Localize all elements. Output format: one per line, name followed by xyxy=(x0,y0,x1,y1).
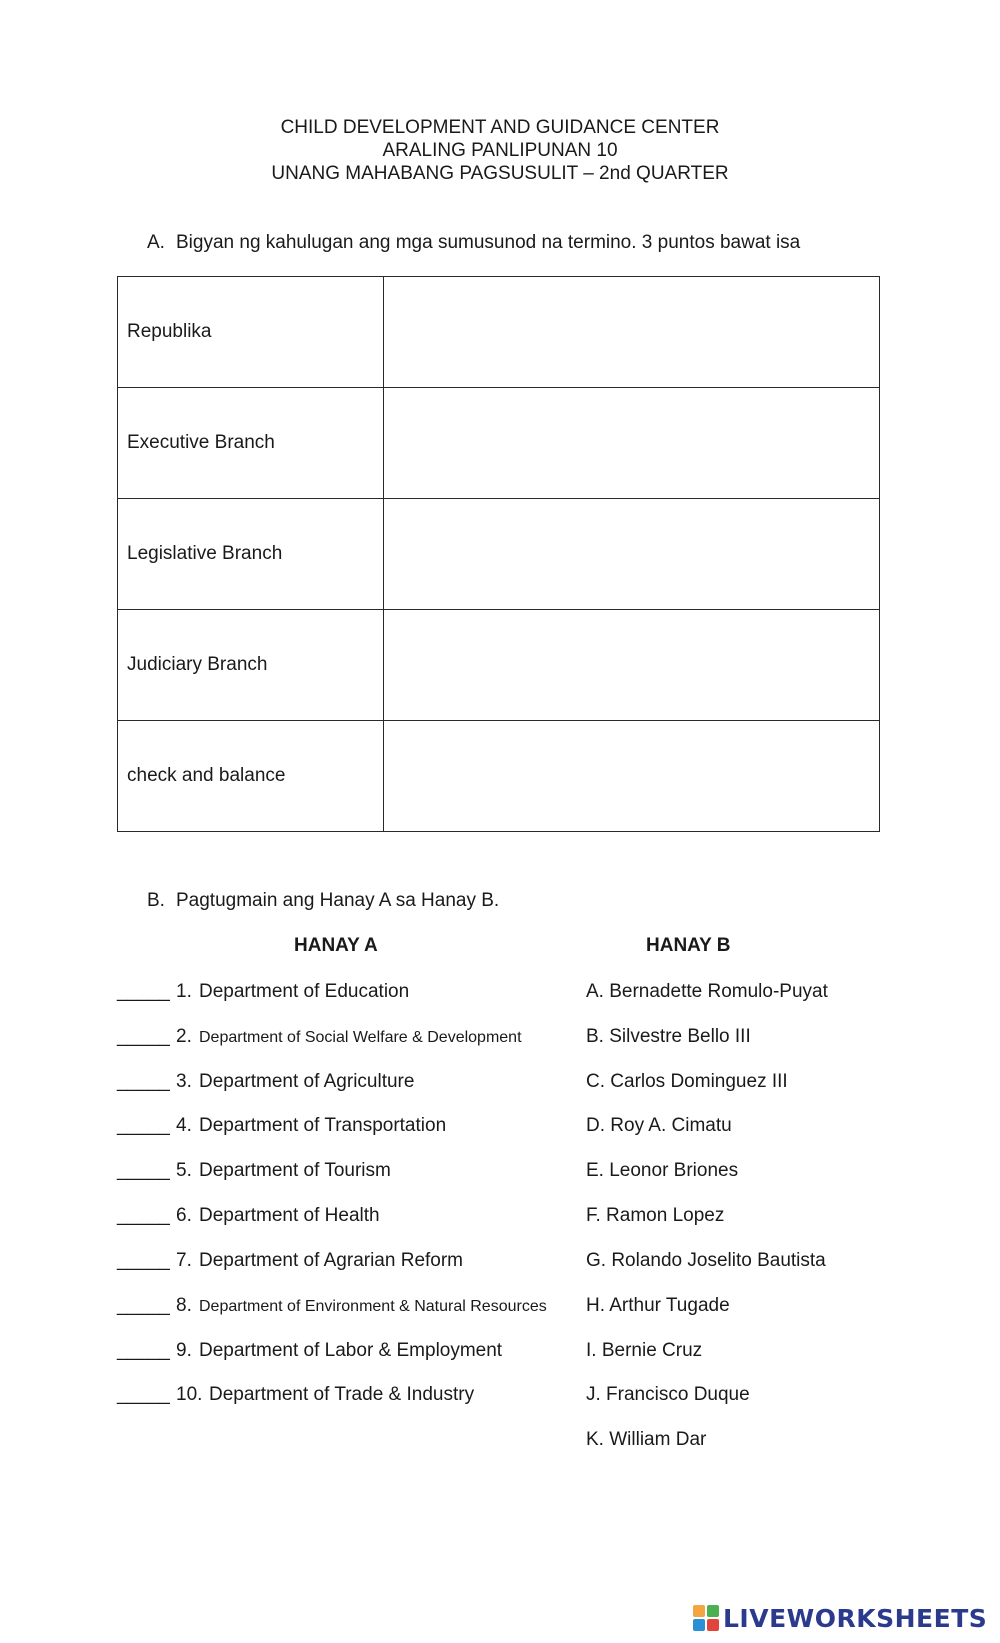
department-name: Department of Tourism xyxy=(199,1160,391,1181)
item-number: 5. xyxy=(176,1160,192,1181)
item-number: 10. xyxy=(176,1384,203,1405)
subject-title: ARALING PANLIPUNAN 10 xyxy=(382,140,618,161)
choice-item: B. Silvestre Bello III xyxy=(586,1026,751,1047)
table-row xyxy=(118,610,880,721)
term-cell: Republika xyxy=(118,277,384,388)
item-number: 6. xyxy=(176,1205,192,1226)
answer-blank[interactable]: _____ xyxy=(117,1071,170,1092)
answer-cell[interactable] xyxy=(383,499,879,610)
choice-item: F. Ramon Lopez xyxy=(586,1205,725,1226)
choice-item: E. Leonor Briones xyxy=(586,1160,739,1181)
answer-blank[interactable]: _____ xyxy=(117,1295,170,1316)
department-name: Department of Labor & Employment xyxy=(199,1340,503,1361)
choice-item: A. Bernadette Romulo-Puyat xyxy=(586,981,828,1002)
term-cell: Judiciary Branch xyxy=(118,610,384,721)
department-name: Department of Agrarian Reform xyxy=(199,1250,464,1271)
item-number: 8. xyxy=(176,1295,192,1316)
item-number: 9. xyxy=(176,1340,192,1361)
term-cell: Legislative Branch xyxy=(118,499,384,610)
term-cell: Executive Branch xyxy=(118,388,384,499)
list-item xyxy=(117,1115,887,1145)
liveworksheets-icon xyxy=(693,1605,719,1631)
section-b-text: Pagtugmain ang Hanay A sa Hanay B. xyxy=(176,890,500,911)
term-cell: check and balance xyxy=(118,721,384,832)
logo-text: LIVEWORKSHEETS xyxy=(723,1603,988,1633)
department-name: Department of Trade & Industry xyxy=(209,1384,475,1405)
answer-blank[interactable]: _____ xyxy=(117,1160,170,1181)
document-header xyxy=(0,116,1000,185)
list-item xyxy=(117,1205,887,1235)
choice-item: K. William Dar xyxy=(586,1429,707,1450)
answer-cell[interactable] xyxy=(383,388,879,499)
answer-blank[interactable]: _____ xyxy=(117,1026,170,1047)
section-a-text: Bigyan ng kahulugan ang mga sumusunod na termino. 3 puntos bawat isa xyxy=(176,232,801,253)
department-name: Department of Environment & Natural Resources xyxy=(199,1298,547,1315)
answer-blank[interactable]: _____ xyxy=(117,1115,170,1136)
department-name: Department of Education xyxy=(199,981,410,1002)
answer-blank[interactable]: _____ xyxy=(117,981,170,1002)
hanay-a-heading: HANAY A xyxy=(294,935,378,956)
item-number: 3. xyxy=(176,1071,192,1092)
liveworksheets-logo[interactable] xyxy=(693,1603,987,1633)
department-name: Department of Social Welfare & Development xyxy=(199,1029,522,1046)
answer-blank[interactable]: _____ xyxy=(117,1250,170,1271)
list-item xyxy=(117,1160,887,1190)
section-a-letter: A. xyxy=(147,232,165,253)
department-name: Department of Health xyxy=(199,1205,380,1226)
item-number: 7. xyxy=(176,1250,192,1271)
exam-title: UNANG MAHABANG PAGSUSULIT – 2nd QUARTER xyxy=(271,163,729,184)
table-row xyxy=(118,499,880,610)
item-number: 2. xyxy=(176,1026,192,1047)
choice-item: D. Roy A. Cimatu xyxy=(586,1115,732,1136)
item-number: 1. xyxy=(176,981,192,1002)
section-b-instruction xyxy=(147,890,499,912)
answer-blank[interactable]: _____ xyxy=(117,1340,170,1361)
item-number: 4. xyxy=(176,1115,192,1136)
table-row xyxy=(118,721,880,832)
choice-item: C. Carlos Dominguez III xyxy=(586,1071,788,1092)
department-name: Department of Transportation xyxy=(199,1115,447,1136)
section-a-instruction xyxy=(147,232,800,254)
choice-item: J. Francisco Duque xyxy=(586,1384,750,1405)
choice-item: I. Bernie Cruz xyxy=(586,1340,703,1361)
hanay-b-heading: HANAY B xyxy=(646,935,731,956)
answer-cell[interactable] xyxy=(383,610,879,721)
list-item xyxy=(117,1340,887,1370)
table-row xyxy=(118,277,880,388)
choice-item: G. Rolando Joselito Bautista xyxy=(586,1250,826,1271)
section-b-letter: B. xyxy=(147,890,165,911)
list-item xyxy=(117,1384,887,1414)
list-item xyxy=(117,1026,887,1056)
school-name: CHILD DEVELOPMENT AND GUIDANCE CENTER xyxy=(280,117,720,138)
answer-blank[interactable]: _____ xyxy=(117,1384,170,1405)
table-row xyxy=(118,388,880,499)
answer-blank[interactable]: _____ xyxy=(117,1205,170,1226)
definitions-table xyxy=(117,276,880,832)
answer-cell[interactable] xyxy=(383,721,879,832)
answer-cell[interactable] xyxy=(383,277,879,388)
choice-item: H. Arthur Tugade xyxy=(586,1295,730,1316)
list-item xyxy=(117,1295,887,1325)
department-name: Department of Agriculture xyxy=(199,1071,415,1092)
